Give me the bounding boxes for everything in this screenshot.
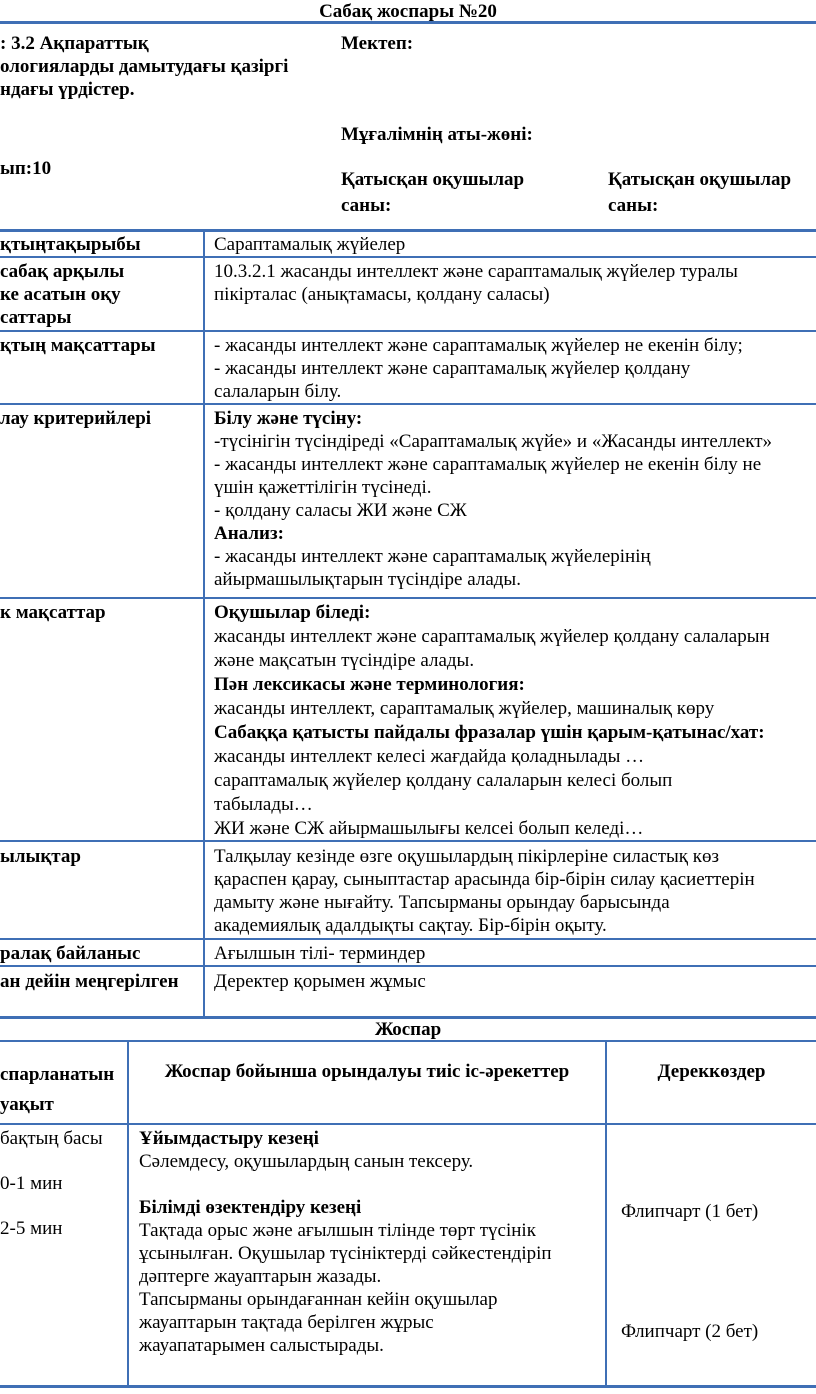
row-content-line: академиялық адалдықты сақтау. Бір-бірін оқыту. bbox=[214, 915, 607, 936]
row-label-line: к мақсаттар bbox=[0, 602, 106, 623]
row-content-line: - жасанды интеллект және сараптамалық жүйелер не екенін білу; bbox=[214, 335, 743, 356]
row-label-line: ке асатын оқу bbox=[0, 284, 121, 305]
row-label bbox=[0, 407, 151, 430]
row-content bbox=[214, 407, 772, 591]
topic-label bbox=[0, 32, 288, 101]
row-content-heading: Оқушылар біледі: bbox=[214, 602, 371, 623]
plan-actions bbox=[139, 1127, 552, 1357]
row-content-line: - жасанды интеллект және сараптамалық жүйелер қолдану bbox=[214, 358, 691, 379]
row-content-line: ЖИ және СЖ айырмашылығы келсеі болып келеді… bbox=[214, 818, 644, 839]
table-rule bbox=[0, 330, 816, 332]
row-label bbox=[0, 334, 156, 357]
table-rule-bottom bbox=[0, 1385, 816, 1388]
row-content bbox=[214, 942, 425, 965]
row-label bbox=[0, 845, 81, 868]
row-content-line: салаларын білу. bbox=[214, 381, 342, 402]
row-content-line: - қолдану саласы ЖИ және СЖ bbox=[214, 500, 467, 521]
table-rule bbox=[0, 938, 816, 940]
plan-col-time-header-line: спарланатын bbox=[0, 1064, 115, 1085]
row-content-line: дамыту және нығайту. Тапсырманы орындау барысында bbox=[214, 892, 670, 913]
school-label: Мектеп: bbox=[341, 33, 414, 54]
row-content-line: және мақсатын түсіндіре алады. bbox=[214, 650, 475, 671]
row-content-line: айырмашылықтарын түсіндіре алады. bbox=[214, 569, 521, 590]
stage-title: Білімді өзектендіру кезеңі bbox=[139, 1197, 362, 1218]
row-content-line: жасанды интеллект және сараптамалық жүйелер қолдану салаларын bbox=[214, 626, 770, 647]
absent-label-line: саны: bbox=[608, 195, 659, 216]
absent-count-label bbox=[608, 167, 791, 219]
plan-col-actions-header: Жоспар бойынша орындалуы тиіс іс-әрекеттер bbox=[164, 1061, 570, 1082]
present-count-label bbox=[341, 167, 524, 219]
row-content-line: - жасанды интеллект және сараптамалық жүйелер не екенін білу не bbox=[214, 454, 762, 475]
row-content-line: Сараптамалық жүйелер bbox=[214, 234, 406, 255]
row-content bbox=[214, 233, 405, 256]
row-label-line: ылықтар bbox=[0, 846, 81, 867]
page-title: Сабақ жоспары №20 bbox=[319, 1, 497, 22]
row-content bbox=[214, 970, 426, 993]
row-content-line: жасанды интеллект, сараптамалық жүйелер, машиналық көру bbox=[214, 698, 715, 719]
plan-time-start: бақтың басы bbox=[0, 1128, 103, 1149]
table-rule bbox=[0, 965, 816, 967]
absent-label-line: Қатысқан оқушылар bbox=[608, 169, 792, 190]
row-label-line: қтың мақсаттары bbox=[0, 335, 156, 356]
row-label-line: саттары bbox=[0, 307, 72, 328]
stage-text-line: Тақтада орыс және ағылшын тілінде төрт түсінік bbox=[139, 1220, 536, 1241]
topic-line: : 3.2 Ақпараттық bbox=[0, 33, 149, 54]
row-content-heading: Пән лексикасы және терминология: bbox=[214, 674, 525, 695]
row-content-heading: Білу және түсіну: bbox=[214, 408, 363, 429]
plan-source: Флипчарт (2 бет) bbox=[621, 1321, 759, 1342]
plan-title: Жоспар bbox=[374, 1019, 442, 1040]
stage-text-line: Тапсырманы орындағаннан кейін оқушылар bbox=[139, 1289, 498, 1310]
row-label bbox=[0, 970, 179, 993]
row-label-line: қтыңтақырыбы bbox=[0, 234, 141, 255]
table-rule bbox=[0, 256, 816, 258]
table-rule bbox=[0, 229, 816, 232]
row-content-heading: Сабаққа қатысты пайдалы фразалар үшін қарым-қатынас/хат: bbox=[214, 722, 765, 743]
topic-line: ндағы үрдістер. bbox=[0, 79, 135, 100]
spacer bbox=[139, 1173, 552, 1196]
row-label bbox=[0, 233, 141, 256]
plan-source: Флипчарт (1 бет) bbox=[621, 1201, 759, 1222]
table-rule bbox=[0, 403, 816, 405]
plan-time-step: 2-5 мин bbox=[0, 1218, 63, 1239]
teacher-label: Мұғалімнің аты-жөні: bbox=[341, 124, 533, 145]
plan-time-step: 0-1 мин bbox=[0, 1173, 63, 1194]
plan-col-sources-header: Дереккөздер bbox=[657, 1061, 766, 1082]
stage-text-line: ұсынылған. Оқушылар түсініктерді сәйкестендіріп bbox=[139, 1243, 552, 1264]
stage-title: Ұйымдастыру кезеңі bbox=[139, 1128, 319, 1149]
plan-col-time-header-line: уақыт bbox=[0, 1094, 54, 1115]
row-content-line: сараптамалық жүйелер қолдану салаларын келесі болып bbox=[214, 770, 673, 791]
row-content-heading: Анализ: bbox=[214, 523, 284, 544]
row-label-line: лау критерийлері bbox=[0, 408, 152, 429]
row-content bbox=[214, 845, 755, 937]
present-label-line: саны: bbox=[341, 195, 392, 216]
table-column-rule bbox=[605, 1041, 607, 1387]
row-content-line: Ағылшын тілі- терминдер bbox=[214, 943, 426, 964]
stage-text: Сәлемдесу, оқушылардың санын тексеру. bbox=[139, 1151, 474, 1172]
table-rule bbox=[0, 597, 816, 599]
row-content bbox=[214, 601, 770, 841]
row-content-line: үшін қажеттілігін түсінеді. bbox=[214, 477, 432, 498]
row-label bbox=[0, 942, 140, 965]
row-content-line: 10.3.2.1 жасанды интеллект және сараптамалық жүйелер туралы bbox=[214, 261, 738, 282]
class-label: ып:10 bbox=[0, 158, 52, 179]
stage-text-line: жауапатарымен салыстырады. bbox=[139, 1335, 384, 1356]
row-content-line: табылады… bbox=[214, 794, 313, 815]
present-label-line: Қатысқан оқушылар bbox=[341, 169, 525, 190]
row-content-line: -түсінігін түсіндіреді «Сараптамалық жүйе» и «Жасанды интеллект» bbox=[214, 431, 773, 452]
row-content-line: Талқылау кезінде өзге оқушылардың пікірлеріне силастық көз bbox=[214, 846, 719, 867]
row-content bbox=[214, 260, 738, 306]
table-column-rule bbox=[203, 230, 205, 1018]
row-content-line: Деректер қорымен жұмыс bbox=[214, 971, 426, 992]
row-content bbox=[214, 334, 743, 403]
topic-line: ологияларды дамытудағы қазіргі bbox=[0, 56, 289, 77]
stage-text-line: жауаптарын тақтада берілген жұрыс bbox=[139, 1312, 434, 1333]
table-rule bbox=[0, 1123, 816, 1125]
row-label bbox=[0, 260, 124, 329]
row-content-line: қараспен қарау, сыныптастар арасында бір-бірін силау қасиеттерін bbox=[214, 869, 755, 890]
row-label-line: ралақ байланыс bbox=[0, 943, 141, 964]
table-column-rule bbox=[127, 1041, 129, 1387]
row-content-line: - жасанды интеллект және сараптамалық жүйелерінің bbox=[214, 546, 651, 567]
plan-col-time-header bbox=[0, 1060, 114, 1120]
row-label-line: сабақ арқылы bbox=[0, 261, 125, 282]
row-content-line: пікірталас (анықтамасы, қолдану саласы) bbox=[214, 284, 550, 305]
row-content-line: жасанды интеллект келесі жағдайда қоладнылады … bbox=[214, 746, 645, 767]
row-label-line: ан дейін меңгерілген bbox=[0, 971, 179, 992]
stage-text-line: дәптерге жауаптарын жазады. bbox=[139, 1266, 382, 1287]
row-label bbox=[0, 601, 106, 624]
